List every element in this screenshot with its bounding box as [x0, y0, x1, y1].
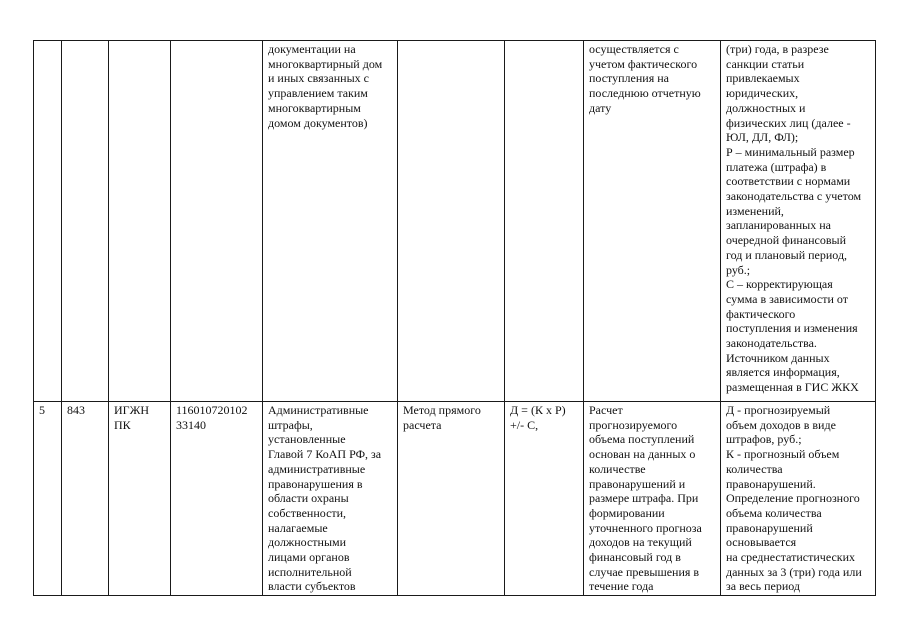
table-row-5 [34, 402, 876, 596]
cell-text: 116010720102 33140 [176, 403, 248, 432]
cell-admin-code [62, 41, 109, 402]
cell-kbk [171, 41, 263, 402]
cell-text: Д - прогнозируемый объем доходов в виде штрафов, руб.; К - прогнозный объем количества правонарушений. Определение прогнозного объема количества правонарушений основывается на среднестатистических данных за 3 (три) года или за весь период [726, 403, 862, 594]
cell-text: осуществляется с учетом фактического поступления на последнюю отчетную дату [589, 42, 701, 115]
table-row-continued [34, 41, 876, 402]
cell-kbk [171, 402, 263, 596]
cell-text: (три) года, в разрезе санкции статьи привлекаемых юридических, должностных и физических лиц (далее - ЮЛ, ДЛ, ФЛ); Р – минимальный размер платежа (штрафа) в соответствии с нормами законодательства с учетом изменений, запланированных на очередной финансовый год и плановый период, руб.; С – корректирующая сумма в зависимости от фактического поступления и изменения законодательства. Источником данных является информация, размещенная в ГИС ЖКХ [726, 42, 862, 395]
cell-algorithm [584, 402, 721, 596]
cell-indicator-description [721, 41, 876, 402]
cell-administrator [109, 41, 171, 402]
cell-admin-code [62, 402, 109, 596]
cell-text: документации на многоквартирный дом и иных связанных с управлением таким многоквартирным домом документов) [268, 42, 383, 130]
cell-formula [505, 402, 584, 596]
cell-text: Метод прямого расчета [403, 403, 481, 432]
cell-text: Расчет прогнозируемого объема поступлений основан на данных о количестве правонарушений и размере штрафа. При формировании уточненного прогноза доходов на текущий финансовый год в случае превышения в течение года [589, 403, 702, 594]
cell-text: ИГЖН ПК [114, 403, 150, 432]
cell-text: 5 [39, 403, 45, 417]
cell-formula [505, 41, 584, 402]
cell-revenue-name [263, 41, 398, 402]
cell-administrator [109, 402, 171, 596]
cell-text: 843 [67, 403, 85, 417]
cell-indicator-description [721, 402, 876, 596]
cell-algorithm [584, 41, 721, 402]
revenue-forecast-table [33, 40, 876, 596]
cell-row-number [34, 402, 62, 596]
cell-row-number [34, 41, 62, 402]
cell-calculation-method [398, 402, 505, 596]
cell-revenue-name [263, 402, 398, 596]
cell-text: Д = (К х Р) +/- С, [510, 403, 566, 432]
cell-calculation-method [398, 41, 505, 402]
cell-text: Административные штрафы, установленные Главой 7 КоАП РФ, за административные правонарушения в области охраны собственности, налагаемые должностными лицами органов исполнительной власти субъектов [268, 403, 382, 594]
